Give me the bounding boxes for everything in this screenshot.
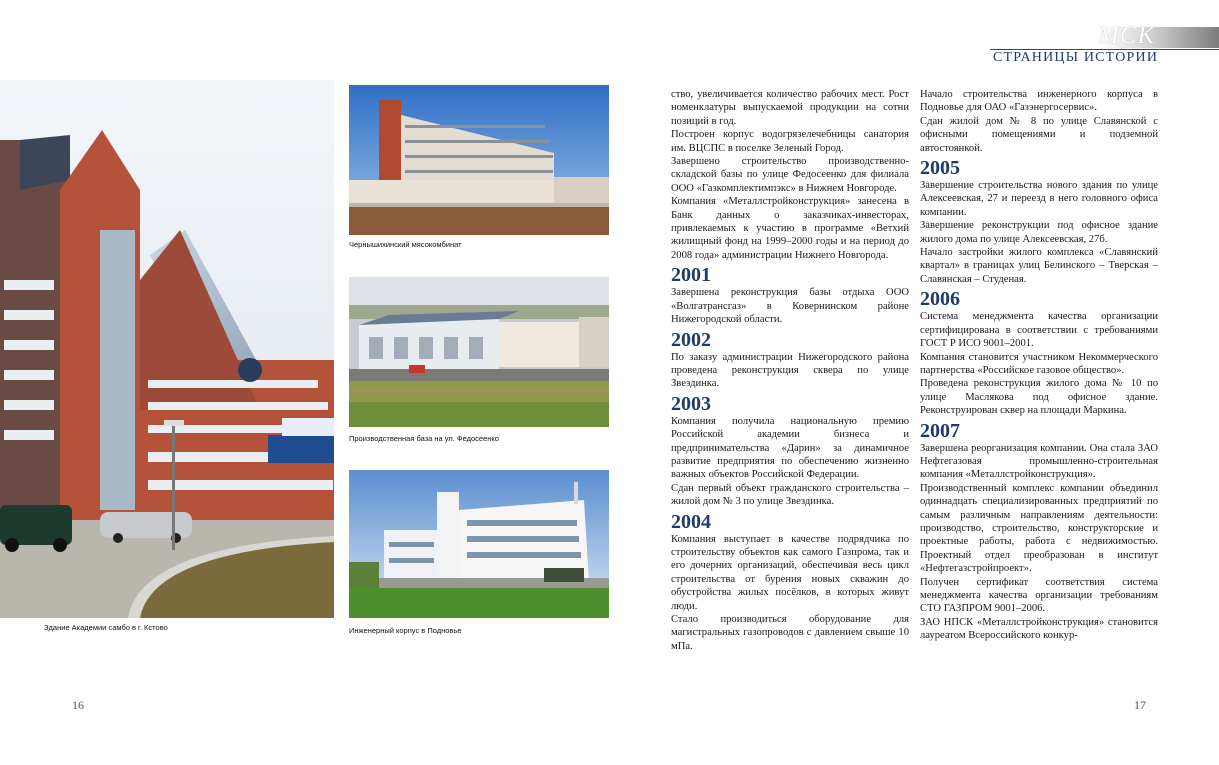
paragraph: Получен сертификат соответствия система менеджмента качества организации требованиям СТО ГАЗПРОМ 9001–2006. (920, 576, 1158, 615)
photo-engineering-building (349, 470, 609, 618)
year-heading: 2004 (671, 510, 711, 533)
photo-meat-plant (349, 85, 609, 235)
paragraph: Компания выступает в качестве подрядчика по строительству объектов как самого Газпрома, так и его дочерних организаций, обеспечивая весь цикл строительства от бурения новых скважин до обустройства жилых посёлков, в которых живут люди. (671, 533, 909, 612)
page-number-right: 17 (1134, 698, 1146, 712)
year-heading: 2002 (671, 328, 711, 351)
paragraph: Сдан первый объект гражданского строительства – жилой дом № 3 по улице Звездинка. (671, 482, 909, 508)
paragraph: Производственный комплекс компании объединил одиннадцать специализированных предприятий по самым различным направлениям деятельности: производство, строительство, конструкторские и проектные работы, работа с недвижимостью. Проектный отдел преобразован в институт «Нефтегазстройпроект». (920, 482, 1158, 575)
paragraph: Завершена реорганизация компании. Она стала ЗАО Нефтегазовая промышленно-строительная компания «Металлстройконструкция». (920, 442, 1158, 481)
photo-caption: Инженерный корпус в Подновье (349, 626, 462, 635)
paragraph: Компания становится участником Некоммерческого партнерства «Российское газовое общество». (920, 351, 1158, 376)
paragraph: По заказу администрации Нижегородского района проведена реконструкция сквера по улице Звездинка. (671, 351, 909, 390)
paragraph: Стало производиться оборудование для магистральных газопроводов с давлением свыше 10 мПа. (671, 614, 909, 652)
paragraph: Проведена реконструкция жилого дома № 10 по улице Маслякова под офисное здание. Реконструирован сквер на площади Маркина. (920, 378, 1158, 417)
page-number-left: 16 (72, 698, 84, 712)
year-heading: 2001 (671, 264, 711, 287)
paragraph: Начало застройки жилого комплекса «Славянский квартал» в границах улиц Белинского – Тверская – Славянская – Студеная. (920, 247, 1158, 285)
text-column-right (920, 88, 1158, 643)
year-heading: 2005 (920, 157, 960, 180)
photo-sambo-academy (0, 80, 334, 618)
section-title: СТРАНИЦЫ ИСТОРИИ (993, 50, 1159, 65)
year-heading: 2006 (920, 288, 960, 311)
year-heading: 2003 (671, 392, 711, 415)
paragraph: Завершение реконструкции под офисное здание жилого дома по улице Алексеевская, 27б. (920, 220, 1158, 245)
photo-caption: Чернышихинский мясокомбинат (349, 240, 462, 249)
paragraph: Завершение строительства нового здания по улице Алексеевская, 27 и переезд в него головного офиса компании. (920, 180, 1158, 218)
paragraph: Начало строительства инженерного корпуса в Подновье для ОАО «Газэнергосервис». (920, 89, 1158, 114)
paragraph: Завершено строительство производственно-складской базы по улице Федосеенко для филиала ООО «Газкомплектимпэкс» в Нижнем Новгороде. (671, 156, 909, 194)
paragraph: Сдан жилой дом № 8 по улице Славянской с офисными помещениями и подземной автостоянкой. (920, 115, 1158, 154)
text-column-left (671, 88, 909, 653)
paragraph: ЗАО НПСК «Металлстройконструкция» становится лауреатом Всероссийского конкур- (920, 616, 1158, 642)
photo-production-base (349, 277, 609, 427)
photo-caption: Производственная база на ул. Федосеенко (349, 434, 499, 443)
brand-logo: МСК (1098, 22, 1156, 49)
paragraph: Компания получила национальную премию Российской академии бизнеса и предпринимательства «Дарин» за динамичное развитие предприятия по обеспечению жизненно важных объектов Российской Федерации. (671, 415, 909, 481)
paragraph: ство, увеличивается количество рабочих мест. Рост номенклатуры выпускаемой продукции на сотни позиций в год. (671, 89, 909, 127)
paragraph: Завершена реконструкция базы отдыха ООО «Волгатрансгаз» в Ковернинском районе Нижегородской области. (671, 287, 909, 326)
photo-caption: Здание Академии самбо в г. Кстово (44, 623, 168, 632)
paragraph: Система менеджмента качества организации сертифицирована в соответствии с требованиями ГОСТ Р ИСО 9001–2001. (920, 311, 1158, 350)
paragraph: Компания «Металлстройконструкция» занесена в Банк данных о заказчиках-инвесторах, привлекаемых к участию в программе «Ветхий жилищный фонд на 1999–2000 годы и на период до 2008 года» администрации Нижнего Новгорода. (671, 196, 909, 261)
year-heading: 2007 (920, 419, 960, 442)
paragraph: Построен корпус водогрязелечебницы санатория им. ВЦСПС в поселке Зеленый Город. (671, 129, 909, 154)
